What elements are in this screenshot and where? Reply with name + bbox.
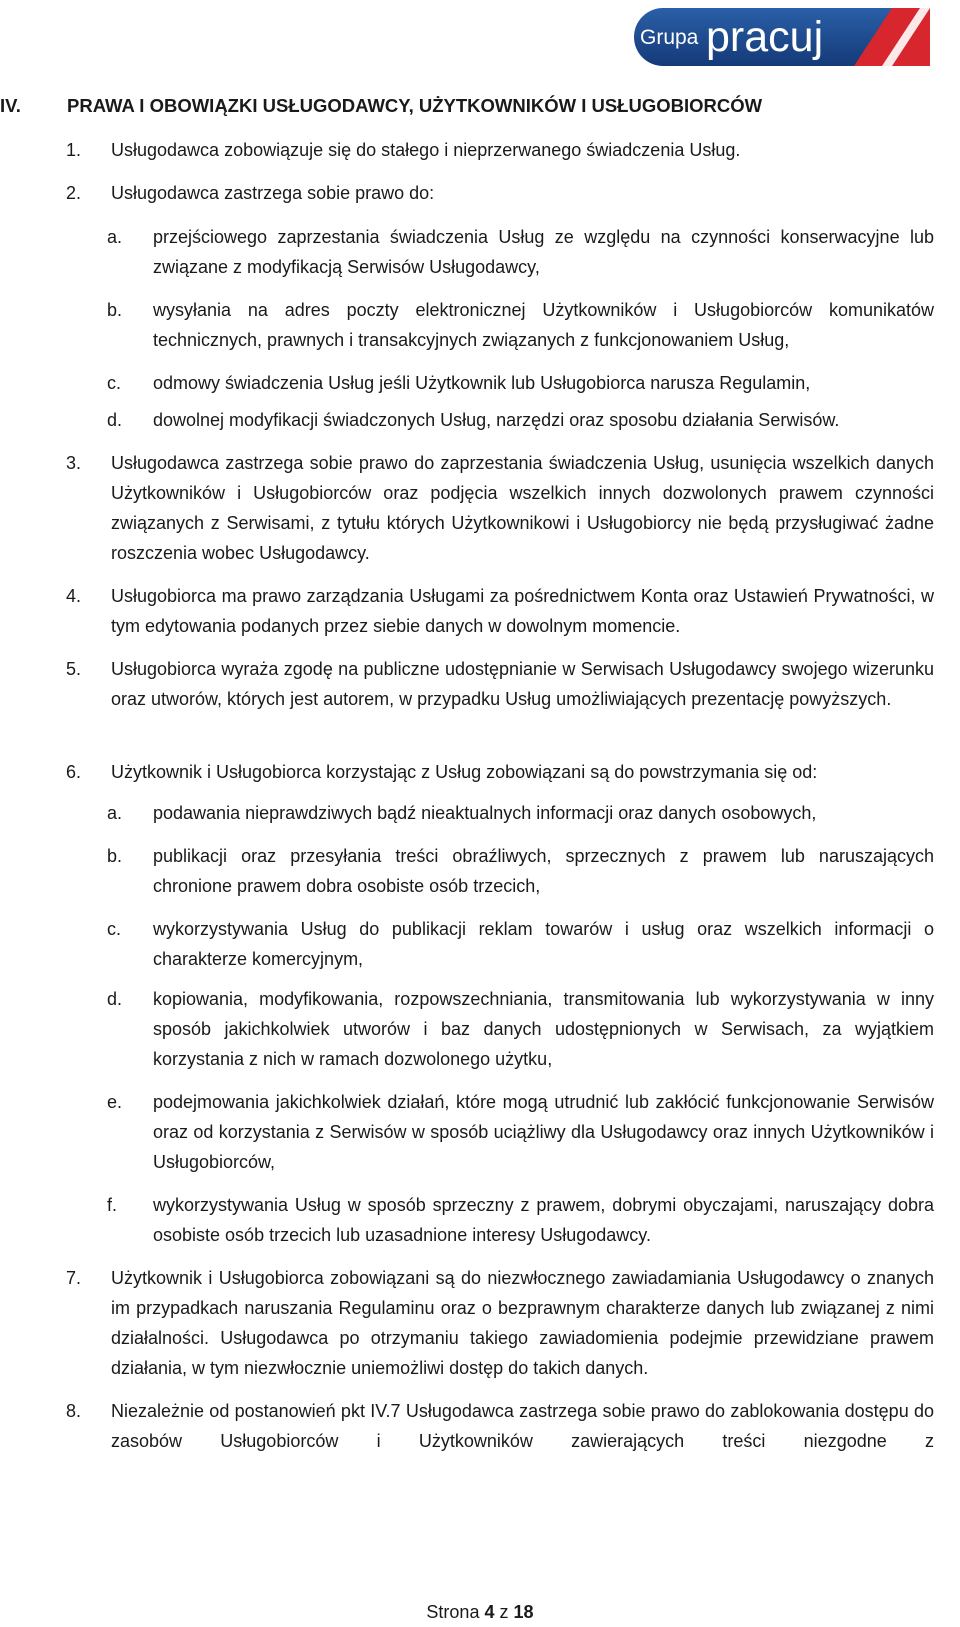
clause-number: 6.	[66, 762, 82, 782]
page-label: Strona	[426, 1602, 480, 1622]
section-number: IV.	[0, 95, 21, 116]
clause-letter: e.	[107, 1092, 123, 1112]
clause-6a	[107, 798, 934, 828]
clause-6d	[107, 984, 934, 1074]
clause-8	[66, 1396, 934, 1456]
clause-text: Usługobiorca ma prawo zarządzania Usługami za pośrednictwem Konta oraz Ustawień Prywatności, w tym edytowania podanych przez siebie danych w dowolnym momencie.	[111, 586, 934, 636]
clause-number: 7.	[66, 1268, 82, 1288]
clause-text: publikacji oraz przesyłania treści obraźliwych, sprzecznych z prawem lub naruszających chronione prawem dobra osobiste osób trzecich,	[153, 846, 934, 896]
clause-letter: d.	[107, 410, 123, 430]
clause-6e	[107, 1087, 934, 1177]
clause-number: 4.	[66, 586, 82, 606]
clause-letter: b.	[107, 300, 123, 320]
clause-text: dowolnej modyfikacji świadczonych Usług, narzędzi oraz sposobu działania Serwisów.	[153, 410, 840, 430]
clause-text: odmowy świadczenia Usług jeśli Użytkownik lub Usługobiorca narusza Regulamin,	[153, 373, 811, 393]
clause-letter: a.	[107, 227, 123, 247]
clause-letter: f.	[107, 1195, 118, 1215]
grupa-pracuj-logo	[630, 4, 930, 70]
clause-text: podejmowania jakichkolwiek działań, które mogą utrudnić lub zakłócić funkcjonowanie Serwisów oraz od korzystania z Serwisów w sposób uciążliwy dla Usługodawcy oraz innych Użytkowników i Usługobiorców,	[153, 1092, 934, 1172]
clause-1	[66, 135, 934, 165]
page-number: 4	[484, 1602, 495, 1622]
clause-text: podawania nieprawdziwych bądź nieaktualnych informacji oraz danych osobowych,	[153, 803, 817, 823]
clause-text: Usługodawca zobowiązuje się do stałego i nieprzerwanego świadczenia Usług.	[111, 140, 741, 160]
clause-6c	[107, 914, 934, 974]
logo-name: pracuj	[706, 13, 824, 61]
clause-text: Usługobiorca wyraża zgodę na publiczne udostępnianie w Serwisach Usługodawcy swojego wizerunku oraz utworów, których jest autorem, w przypadku Usług umożliwiających prezentację powyższych.	[111, 659, 934, 709]
clause-number: 2.	[66, 183, 82, 203]
clause-2c	[107, 368, 934, 398]
clause-number: 8.	[66, 1401, 82, 1421]
clause-2	[66, 178, 934, 208]
clause-3	[66, 448, 934, 568]
section-title: PRAWA I OBOWIĄZKI USŁUGODAWCY, UŻYTKOWNIKÓW I USŁUGOBIORCÓW	[67, 95, 763, 116]
clause-6f	[107, 1190, 934, 1250]
page-of: z	[499, 1602, 509, 1622]
clause-text: Niezależnie od postanowień pkt IV.7 Usługodawca zastrzega sobie prawo do zablokowania dostępu do zasobów Usługobiorców i Użytkowników zawierających treści niezgodne z	[111, 1401, 934, 1451]
clause-number: 5.	[66, 659, 82, 679]
clause-letter: b.	[107, 846, 123, 866]
clause-letter: a.	[107, 803, 123, 823]
clause-text: wykorzystywania Usług do publikacji reklam towarów i usług oraz wszelkich informacji o charakterze komercyjnym,	[153, 919, 934, 969]
clause-5	[66, 654, 934, 714]
clause-6b	[107, 841, 934, 901]
clause-7	[66, 1263, 934, 1383]
clause-text: wykorzystywania Usług w sposób sprzeczny z prawem, dobrymi obyczajami, naruszający dobra osobiste osób trzecich lub uzasadnione interesy Usługodawcy.	[153, 1195, 934, 1245]
clause-letter: c.	[107, 373, 122, 393]
clause-number: 3.	[66, 453, 82, 473]
clause-2a	[107, 222, 934, 282]
clause-text: Użytkownik i Usługobiorca korzystając z Usług zobowiązani są do powstrzymania się od:	[111, 762, 818, 782]
clause-letter: c.	[107, 919, 122, 939]
page-footer	[0, 1601, 960, 1623]
clause-6	[66, 757, 934, 787]
clause-2d	[107, 405, 934, 435]
logo-prefix: Grupa	[640, 26, 699, 49]
clause-number: 1.	[66, 140, 82, 160]
page-total: 18	[513, 1602, 534, 1622]
clause-letter: d.	[107, 989, 123, 1009]
clause-text: Użytkownik i Usługobiorca zobowiązani są do niezwłocznego zawiadamiania Usługodawcy o znanych im przypadkach naruszania Regulaminu oraz o bezprawnym charakterze danych lub związanej z nimi działalności. Usługodawca po otrzymaniu takiego zawiadomienia podejmie przewidziane prawem działania, w tym niezwłocznie uniemożliwi dostęp do takich danych.	[111, 1268, 934, 1378]
clause-text: Usługodawca zastrzega sobie prawo do zaprzestania świadczenia Usług, usunięcia wszelkich danych Użytkowników i Usługobiorców oraz podjęcia wszelkich innych dozwolonych prawem czynności związanych z Serwisami, z tytułu których Użytkownikowi i Usługobiorcy nie będą przysługiwać żadne roszczenia wobec Usługodawcy.	[111, 453, 934, 563]
clause-text: przejściowego zaprzestania świadczenia Usług ze względu na czynności konserwacyjne lub związane z modyfikacją Serwisów Usługodawcy,	[153, 227, 934, 277]
clause-4	[66, 581, 934, 641]
clause-text: wysyłania na adres poczty elektronicznej Użytkowników i Usługobiorców komunikatów technicznych, prawnych i transakcyjnych związanych z funkcjonowaniem Usług,	[153, 300, 934, 350]
clause-2b	[107, 295, 934, 355]
clause-text: Usługodawca zastrzega sobie prawo do:	[111, 183, 435, 203]
clause-text: kopiowania, modyfikowania, rozpowszechniania, transmitowania lub wykorzystywania w inny sposób jakichkolwiek utworów i baz danych udostępnionych w Serwisach, za wyjątkiem korzystania z nich w ramach dozwolonego użytku,	[153, 989, 934, 1069]
